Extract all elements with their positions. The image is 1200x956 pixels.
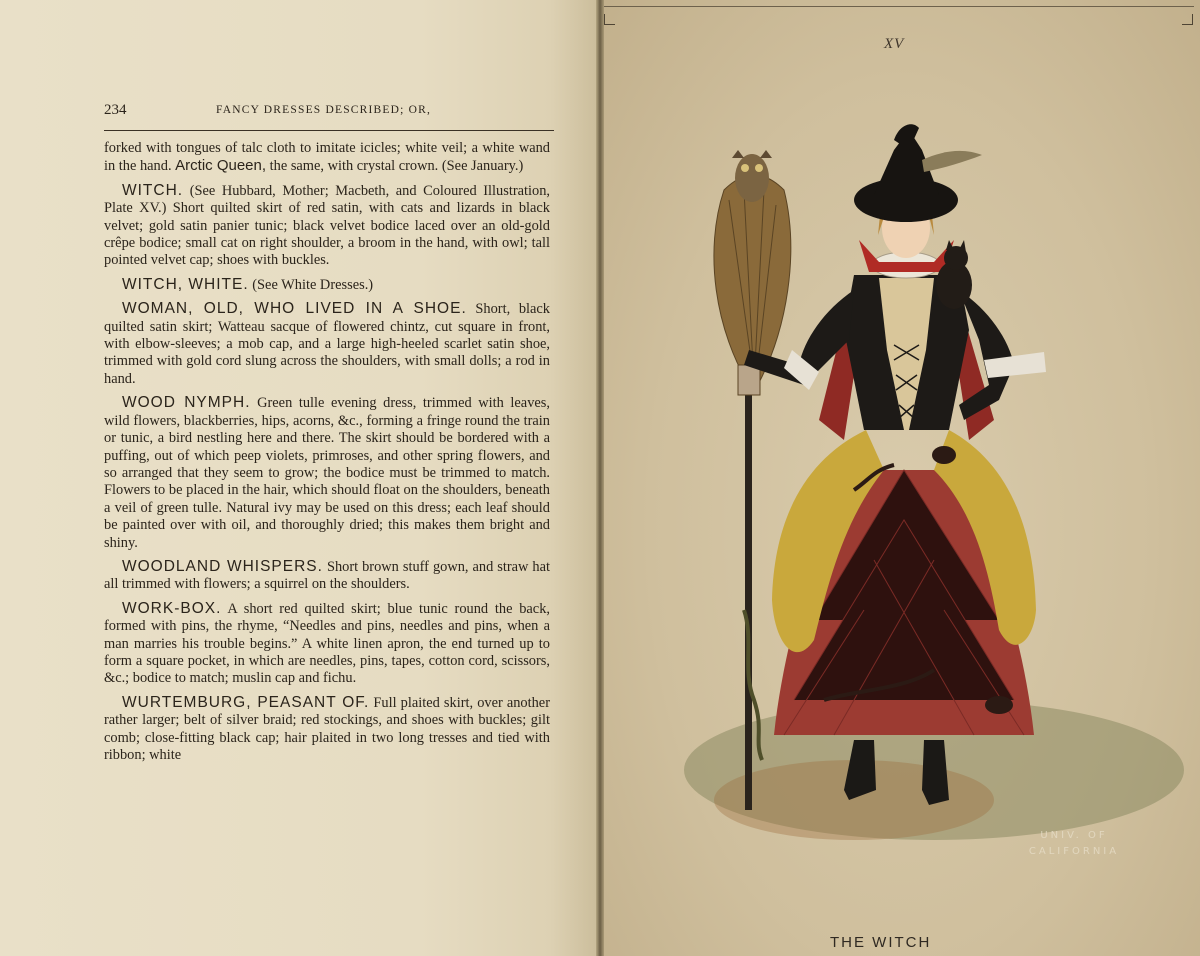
plate-number: XV: [884, 36, 905, 52]
velvet-cat: [985, 696, 1013, 714]
entry-text: the same, with crystal crown.: [269, 158, 439, 175]
hat-feather: [922, 151, 982, 172]
page-number: 234: [104, 102, 127, 118]
running-head: [104, 100, 554, 131]
entry-wood-nymph: [104, 394, 550, 552]
entry-wurtemburg-peasant: [104, 694, 550, 765]
entry-witch: [104, 182, 550, 270]
entry-text: (See Hubbard, Mother; Macbeth, and Coloured Illustration, Plate XV.) Short quilted skirt of red satin, with cats and lizards in black velvet; gold satin panier tunic; black velvet bodice laced over an old-gold crêpe bodice; small cat on right shoulder, a broom in the hand, with owl; tall pointed velvet cap; shoes with buckles.: [104, 182, 550, 269]
running-head-title: FANCY DRESSES DESCRIBED; OR,: [216, 104, 432, 116]
entry-title: WOMAN, OLD, WHO LIVED IN A SHOE.: [122, 300, 467, 318]
entry-woman-old-shoe: [104, 300, 550, 388]
stamp-line: CALIFORNIA: [1028, 846, 1120, 857]
entry-continuation: [104, 140, 550, 176]
entry-title: WOODLAND WHISPERS.: [122, 557, 323, 575]
book-gutter: [596, 0, 604, 956]
entry-text: (See White Dresses.): [252, 276, 374, 293]
broom-handle: [745, 390, 752, 810]
shoulder-cat: [936, 240, 972, 309]
text-page: [0, 0, 598, 956]
velvet-cat: [932, 446, 956, 464]
entry-text: Full plaited skirt, over another rather larger; belt of silver braid; red stockings, and shoes with buckles; gilt comb; close-fitting black cap; hair plaited in two long tresses and tied with ribbon; white: [104, 694, 550, 763]
witch-illustration: [604, 0, 1200, 956]
entry-title: WORK-BOX.: [122, 599, 222, 617]
entry-text: A short red quilted skirt; blue tunic round the back, formed with pins, the rhyme, “Needles and pins, needles and pins, when a man marries his trouble begins.” A white linen apron, the end turned up to form a square pocket, in which are needles, pins, tapes, cotton cord, scissors, &c.; bodice to match; muslin cap and fichu.: [104, 600, 550, 687]
entry-text: Short, black quilted satin skirt; Watteau sacque of flowered chintz, cut square in front, with elbow-sleeves; a mob cap, and a large high-heeled scarlet satin shoe, trimmed with gold cord slung across the shoulders, with small dolls; a rod in hand.: [104, 301, 550, 387]
entry-witch-white: [104, 276, 550, 294]
broom-binding: [738, 365, 760, 395]
entry-work-box: [104, 600, 550, 688]
plate-caption: THE WITCH: [830, 934, 932, 951]
stamp-line: UNIV. OF: [1040, 830, 1108, 841]
entry-text: Green tulle evening dress, trimmed with leaves, wild flowers, blackberries, hips, acorns, &c., forming a fringe round the train or tunic, a bird nestling here and there. The skirt should be bordered with a puffing, out of which peep violets, primroses, and other spring flowers, and so arranged that they seem to grow; the bodice must be trimmed to match. Flowers to be placed in the hair, which should float on the shoulders, beneath a veil of green tulle. Natural ivy may be used on this dress; each leaf should be painted over with oil, and thoroughly dried; this makes them bright and shiny.: [104, 395, 550, 551]
entry-text: Short brown stuff gown, and straw hat all trimmed with flowers; a squirrel on the shoulders.: [104, 558, 550, 593]
entry-see-reference: (See January.): [441, 158, 524, 175]
entry-title: WURTEMBURG, PEASANT OF.: [122, 693, 370, 711]
entry-inline-title: Arctic Queen,: [175, 157, 267, 175]
entry-title: WITCH, WHITE.: [122, 275, 249, 293]
entry-text: forked with tongues of talc cloth to imitate icicles; white veil; a white wand in the hand.: [104, 140, 550, 175]
entry-title: WITCH.: [122, 181, 184, 199]
entry-title: WOOD NYMPH.: [122, 394, 251, 412]
entry-woodland-whispers: [104, 558, 550, 594]
page-body: [104, 140, 550, 770]
plate-page: [604, 0, 1200, 956]
library-stamp: [1014, 828, 1134, 860]
